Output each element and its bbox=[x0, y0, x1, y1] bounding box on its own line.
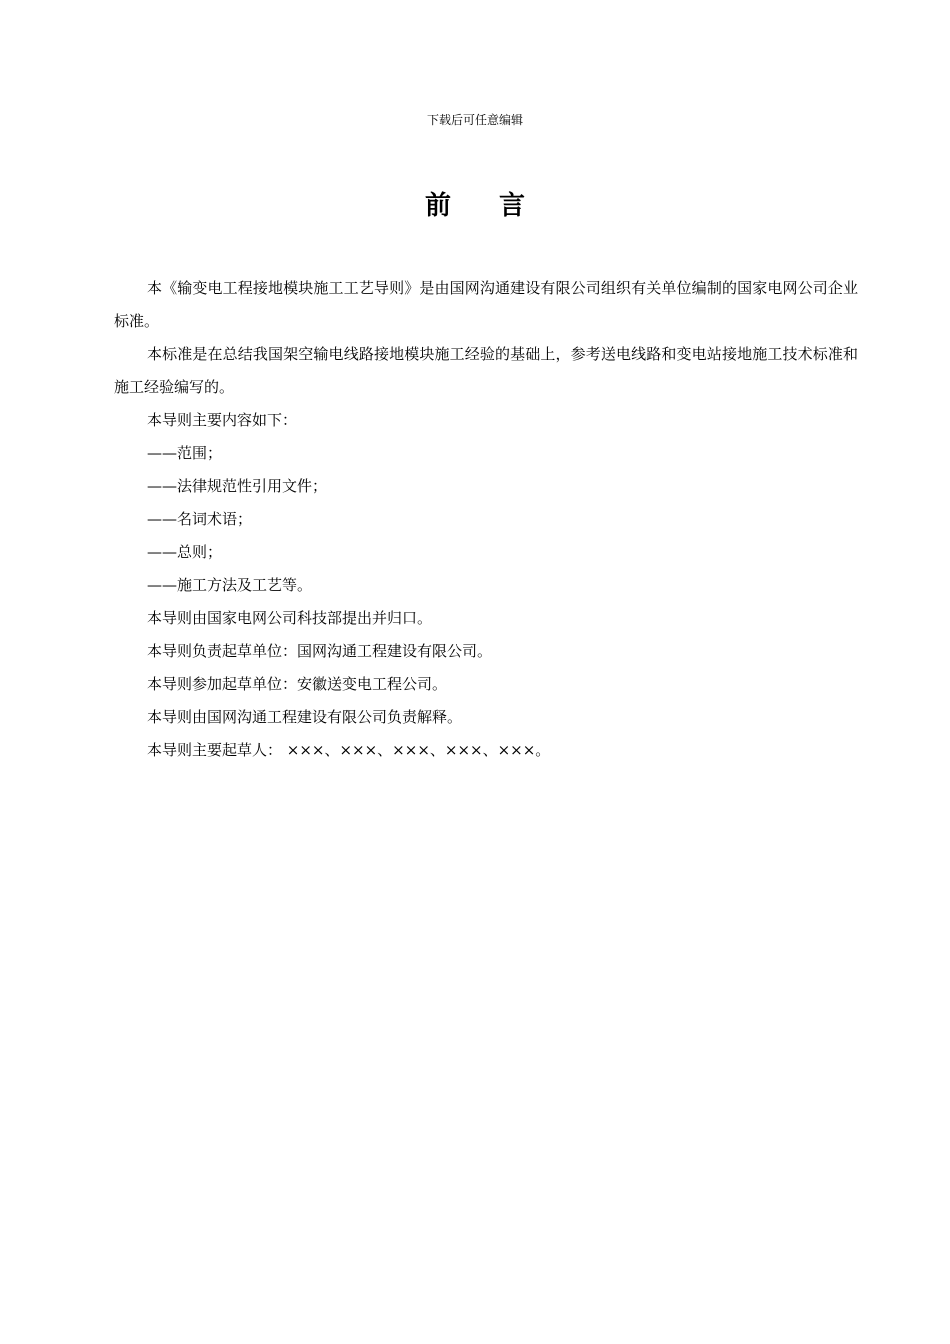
paragraph-intro: 本《输变电工程接地模块施工工艺导则》是由国网沟通建设有限公司组织有关单位编制的国家电网公司企业标准。 bbox=[114, 279, 858, 330]
paragraph-basis: 本标准是在总结我国架空输电线路接地模块施工经验的基础上，参考送电线路和变电站接地施工技术标准和施工经验编写的。 bbox=[114, 345, 858, 396]
paragraph-interpretation: 本导则由国网沟通工程建设有限公司负责解释。 bbox=[147, 708, 463, 726]
paragraph-participating-drafter: 本导则参加起草单位：安徽送变电工程公司。 bbox=[147, 675, 448, 693]
list-item-methods: ——施工方法及工艺等。 bbox=[147, 576, 313, 594]
paragraph-proposer: 本导则由国家电网公司科技部提出并归口。 bbox=[147, 609, 433, 627]
document-body bbox=[114, 272, 858, 767]
list-item-scope: ——范围； bbox=[147, 444, 223, 462]
paragraph-lead-drafter: 本导则负责起草单位：国网沟通工程建设有限公司。 bbox=[147, 642, 493, 660]
list-item-general: ——总则； bbox=[147, 543, 223, 561]
header-note: 下载后可任意编辑 bbox=[426, 113, 523, 127]
page-title: 前言 bbox=[424, 191, 573, 221]
list-item-references: ——法律规范性引用文件； bbox=[147, 477, 328, 495]
paragraph-contents-heading: 本导则主要内容如下： bbox=[147, 411, 298, 429]
paragraph-drafters: 本导则主要起草人： ×××、×××、×××、×××、×××。 bbox=[147, 741, 551, 759]
list-item-terms: ——名词术语； bbox=[147, 510, 253, 528]
